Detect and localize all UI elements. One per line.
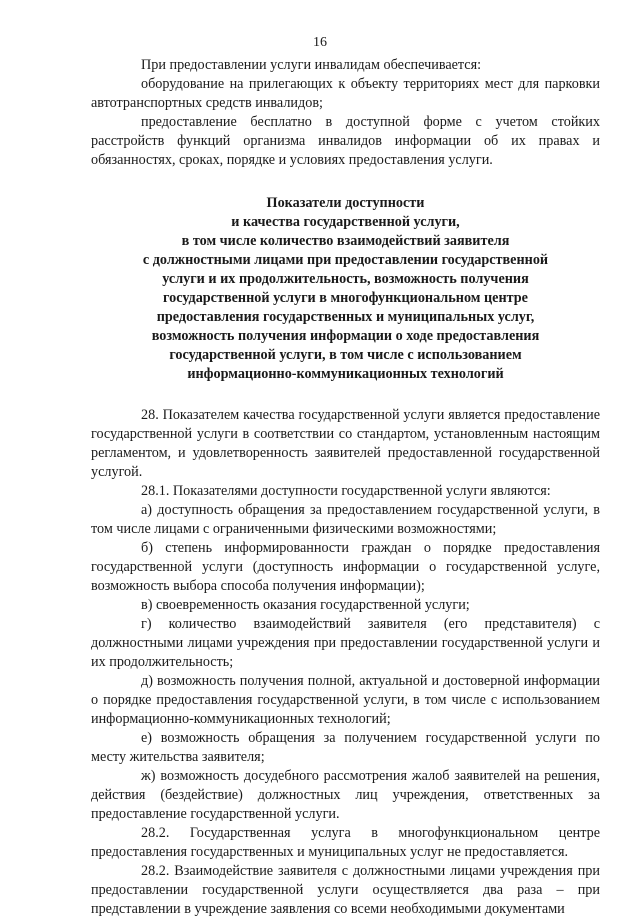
list-item-g: г) количество взаимодействий заявителя (его представителя) с должностными лицами учреждения при предоставлении государственной услуги и их продолжительность; [91, 616, 600, 670]
document-body [91, 56, 600, 919]
heading-line: Показатели доступности [266, 195, 425, 211]
list-item-a: а) доступность обращения за предоставлением государственной услуги, в том числе лицами с ограниченными физическими возможностями; [91, 502, 600, 537]
heading-line: услуги и их продолжительность, возможность получения [162, 271, 529, 287]
list-item-d: д) возможность получения полной, актуальной и достоверной информации о порядке предоставления государственной услуги, в том числе с использованием информационно-коммуникационных технологий; [91, 673, 600, 727]
list-item-b: б) степень информированности граждан о порядке предоставления государственной услуги (доступность информации о государственной услуге, возможность выбора способа получения информации); [91, 540, 600, 594]
list-item-v: в) своевременность оказания государственной услуги; [141, 597, 470, 613]
heading-line: и качества государственной услуги, [231, 214, 460, 230]
heading-line: в том числе количество взаимодействий заявителя [181, 233, 510, 249]
list-item-e: е) возможность обращения за получением государственной услуги по месту жительства заявителя; [91, 730, 600, 765]
paragraph-28-2: 28.2. Государственная услуга в многофункциональном центре предоставления государственных и муниципальных услуг не предоставляется. [91, 825, 600, 860]
heading-line: государственной услуги, в том числе с использованием [169, 347, 522, 363]
intro-paragraph-1: При предоставлении услуги инвалидам обеспечивается: [141, 57, 482, 73]
list-item-zh: ж) возможность досудебного рассмотрения жалоб заявителей на решения, действия (бездействие) должностных лиц учреждения, ответственных за предоставление государственной услуги. [91, 768, 600, 822]
page-number: 16 [313, 35, 327, 50]
intro-paragraph-2: оборудование на прилегающих к объекту территориях мест для парковки автотранспортных средств инвалидов; [91, 76, 600, 111]
paragraph-28-1: 28.1. Показателями доступности государственной услуги являются: [141, 483, 551, 499]
intro-paragraph-3: предоставление бесплатно в доступной форме с учетом стойких расстройств функций организма инвалидов информации об их правах и обязанностях, сроках, порядке и условиях предоставления услуги. [91, 114, 600, 168]
section-heading [91, 194, 600, 384]
heading-line: информационно-коммуникационных технологий [187, 366, 504, 382]
heading-line: предоставления государственных и муниципальных услуг, [156, 309, 535, 325]
heading-line: возможность получения информации о ходе предоставления [151, 328, 540, 344]
heading-line: с должностными лицами при предоставлении государственной [142, 252, 549, 268]
paragraph-28: 28. Показателем качества государственной услуги является предоставление государственной услуги в соответствии со стандартом, установленным настоящим регламентом, и удовлетворенность заявителей предоставленной государственной услугой. [91, 407, 600, 480]
paragraph-28-2-interaction: 28.2. Взаимодействие заявителя с должностными лицами учреждения при предоставлении государственной услуги осуществляется два раза – при представлении в учреждение заявления со всеми необходимыми документами [91, 863, 600, 917]
heading-line: государственной услуги в многофункциональном центре [163, 290, 528, 306]
